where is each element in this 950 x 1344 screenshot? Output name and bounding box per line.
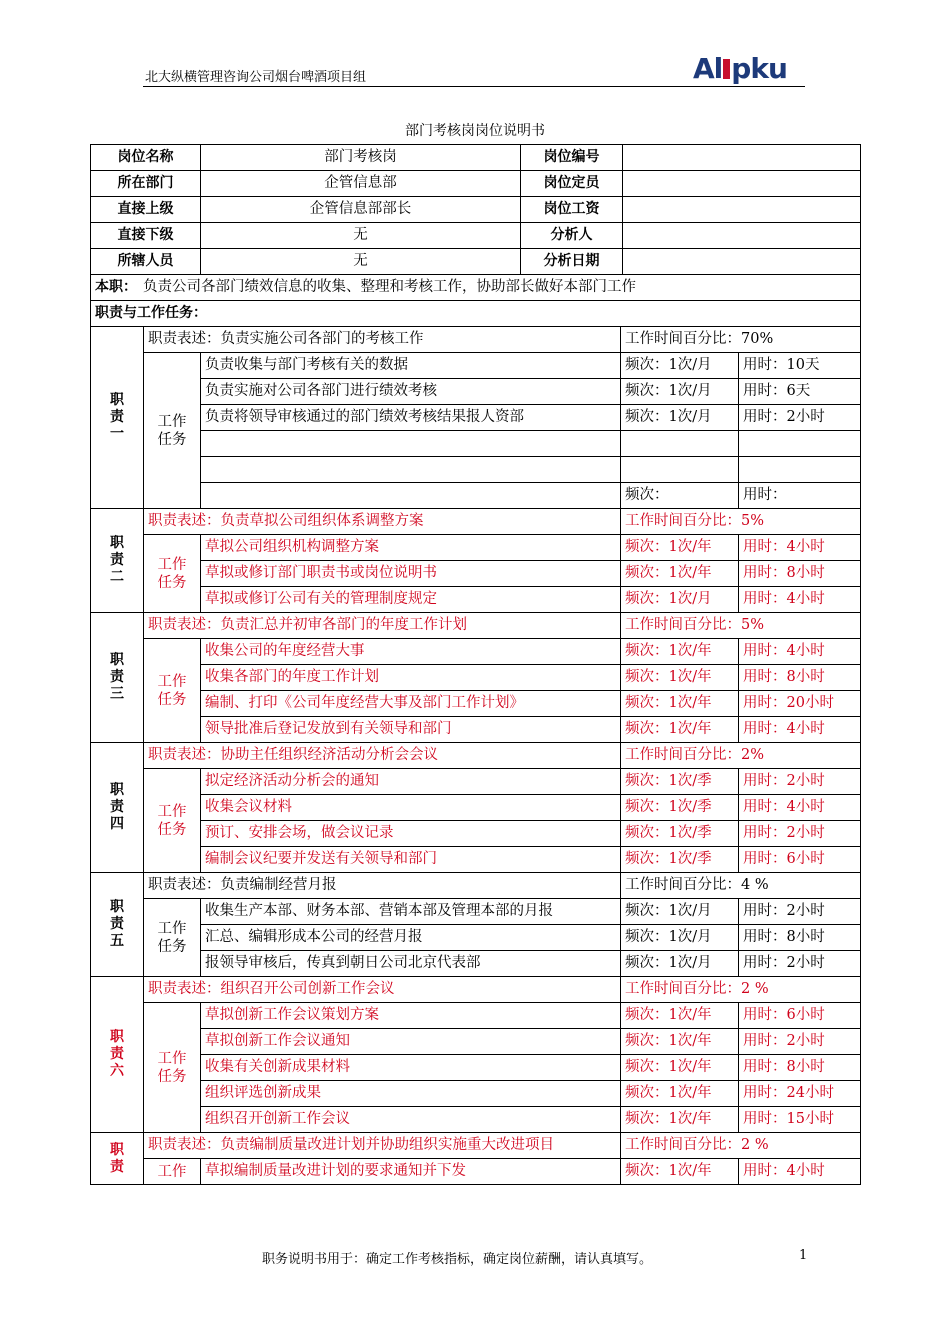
logo-text-left: Al <box>693 52 723 85</box>
task-row <box>91 925 861 951</box>
task-frequency: 频次：1次/月 <box>621 353 739 379</box>
task-text: 报领导审核后，传真到朝日公司北京代表部 <box>201 951 621 977</box>
duties-header: 职责与工作任务： <box>91 301 861 327</box>
duty-description: 职责表述：协助主任组织经济活动分析会会议 <box>144 743 621 769</box>
task-duration: 用时：20小时 <box>739 691 861 717</box>
duty-label-text: 职责五 <box>110 899 124 949</box>
info-label: 所在部门 <box>91 171 201 197</box>
task-row <box>91 353 861 379</box>
task-frequency: 频次：1次/季 <box>621 821 739 847</box>
duty-label-text: 职责三 <box>110 652 124 702</box>
task-frequency: 频次： <box>621 483 739 509</box>
task-row <box>91 535 861 561</box>
task-row <box>91 1081 861 1107</box>
task-row <box>91 1029 861 1055</box>
task-text: 收集各部门的年度工作计划 <box>201 665 621 691</box>
task-duration: 用时：8小时 <box>739 561 861 587</box>
task-duration: 用时：2小时 <box>739 821 861 847</box>
task-frequency <box>621 457 739 483</box>
info-label: 岗位定员 <box>521 171 623 197</box>
task-frequency: 频次：1次/季 <box>621 769 739 795</box>
task-text: 组织评选创新成果 <box>201 1081 621 1107</box>
task-frequency: 频次：1次/年 <box>621 1003 739 1029</box>
duty-label-text: 职责四 <box>110 782 124 832</box>
footer-note: 职务说明书用于：确定工作考核指标，确定岗位薪酬，请认真填写。 <box>262 1252 653 1267</box>
info-value: 企管信息部 <box>201 171 521 197</box>
duty-time-percent: 工作时间百分比：4 % <box>621 873 861 899</box>
benzhi-row <box>91 275 861 301</box>
header-divider <box>143 86 805 87</box>
task-frequency: 频次：1次/月 <box>621 379 739 405</box>
logo-bar-icon <box>723 59 730 79</box>
task-duration: 用时：8小时 <box>739 925 861 951</box>
task-frequency: 频次：1次/月 <box>621 951 739 977</box>
duty-description: 职责表述：负责实施公司各部门的考核工作 <box>144 327 621 353</box>
task-label-line: 任务 <box>157 574 187 591</box>
task-label-line: 工作 <box>157 556 187 573</box>
task-label-line: 工作 <box>157 920 187 937</box>
task-label-line: 工作 <box>157 1163 187 1180</box>
duty-label <box>91 743 144 873</box>
task-text: 汇总、编辑形成本公司的经营月报 <box>201 925 621 951</box>
task-frequency: 频次：1次/年 <box>621 1107 739 1133</box>
duty-desc-row <box>91 509 861 535</box>
task-row <box>91 1159 861 1185</box>
task-label <box>144 1159 201 1185</box>
info-value: 无 <box>201 249 521 275</box>
task-row <box>91 691 861 717</box>
task-text: 领导批准后登记发放到有关领导和部门 <box>201 717 621 743</box>
task-frequency: 频次：1次/月 <box>621 925 739 951</box>
task-row <box>91 405 861 431</box>
task-row <box>91 717 861 743</box>
duty-label-text: 职责一 <box>110 392 124 442</box>
task-label-line: 任务 <box>157 691 187 708</box>
task-row <box>91 1003 861 1029</box>
task-row <box>91 431 861 457</box>
info-label: 岗位编号 <box>521 145 623 171</box>
info-value <box>623 197 861 223</box>
task-frequency: 频次：1次/季 <box>621 795 739 821</box>
task-label-line: 任务 <box>157 821 187 838</box>
task-row <box>91 379 861 405</box>
task-duration: 用时：2小时 <box>739 1029 861 1055</box>
duty-description: 职责表述：组织召开公司创新工作会议 <box>144 977 621 1003</box>
task-frequency: 频次：1次/年 <box>621 1029 739 1055</box>
task-frequency: 频次：1次/年 <box>621 717 739 743</box>
task-duration: 用时：4小时 <box>739 639 861 665</box>
task-row <box>91 587 861 613</box>
task-frequency: 频次：1次/年 <box>621 1081 739 1107</box>
task-duration: 用时：4小时 <box>739 795 861 821</box>
task-duration: 用时：8小时 <box>739 665 861 691</box>
info-label: 岗位工资 <box>521 197 623 223</box>
task-label-line: 工作 <box>157 413 187 430</box>
task-text: 草拟或修订部门职责书或岗位说明书 <box>201 561 621 587</box>
task-frequency: 频次：1次/月 <box>621 405 739 431</box>
duty-desc-row <box>91 873 861 899</box>
task-text: 收集有关创新成果材料 <box>201 1055 621 1081</box>
task-duration: 用时：6天 <box>739 379 861 405</box>
task-label <box>144 639 201 743</box>
task-label-line: 任务 <box>157 1068 187 1085</box>
task-duration: 用时：4小时 <box>739 1159 861 1185</box>
info-value <box>623 223 861 249</box>
task-frequency: 频次：1次/年 <box>621 561 739 587</box>
info-table <box>90 144 861 275</box>
duty-time-percent: 工作时间百分比：2 % <box>621 977 861 1003</box>
duty-desc-row <box>91 977 861 1003</box>
task-label-line: 工作 <box>157 1050 187 1067</box>
logo-text-right: pku <box>731 52 787 85</box>
info-label: 所辖人员 <box>91 249 201 275</box>
task-frequency: 频次：1次/年 <box>621 1055 739 1081</box>
info-row <box>91 197 861 223</box>
task-text: 编制、打印《公司年度经营大事及部门工作计划》 <box>201 691 621 717</box>
benzhi-label: 本职： <box>95 279 137 295</box>
task-duration: 用时：2小时 <box>739 951 861 977</box>
company-logo <box>693 54 787 84</box>
task-text: 收集会议材料 <box>201 795 621 821</box>
task-row <box>91 665 861 691</box>
info-value: 企管信息部部长 <box>201 197 521 223</box>
task-duration: 用时：8小时 <box>739 1055 861 1081</box>
info-row <box>91 145 861 171</box>
info-row <box>91 171 861 197</box>
info-label: 直接下级 <box>91 223 201 249</box>
task-row <box>91 821 861 847</box>
task-label-line: 任务 <box>157 431 187 448</box>
duty-desc-row <box>91 743 861 769</box>
task-duration: 用时：2小时 <box>739 899 861 925</box>
task-label-line: 工作 <box>157 803 187 820</box>
task-duration: 用时：6小时 <box>739 847 861 873</box>
task-row <box>91 1055 861 1081</box>
duty-time-percent: 工作时间百分比：5% <box>621 613 861 639</box>
task-duration <box>739 457 861 483</box>
info-value: 部门考核岗 <box>201 145 521 171</box>
task-text: 收集生产本部、财务本部、营销本部及管理本部的月报 <box>201 899 621 925</box>
duty-label <box>91 1133 144 1185</box>
task-frequency: 频次：1次/年 <box>621 691 739 717</box>
duty-description: 职责表述：负责编制经营月报 <box>144 873 621 899</box>
duty-description: 职责表述：负责汇总并初审各部门的年度工作计划 <box>144 613 621 639</box>
task-label <box>144 1003 201 1133</box>
info-label: 直接上级 <box>91 197 201 223</box>
info-row <box>91 223 861 249</box>
task-duration: 用时：10天 <box>739 353 861 379</box>
task-frequency: 频次：1次/年 <box>621 639 739 665</box>
task-duration <box>739 431 861 457</box>
task-frequency: 频次：1次/年 <box>621 535 739 561</box>
duty-time-percent: 工作时间百分比：2 % <box>621 1133 861 1159</box>
task-row <box>91 795 861 821</box>
task-frequency: 频次：1次/月 <box>621 587 739 613</box>
duty-label <box>91 509 144 613</box>
task-duration: 用时：2小时 <box>739 405 861 431</box>
duty-label-text: 职责二 <box>110 535 124 585</box>
job-description-sheet <box>90 144 860 1185</box>
task-duration: 用时：4小时 <box>739 587 861 613</box>
task-text: 负责收集与部门考核有关的数据 <box>201 353 621 379</box>
duty-time-percent: 工作时间百分比：5% <box>621 509 861 535</box>
task-text: 编制会议纪要并发送有关领导和部门 <box>201 847 621 873</box>
task-duration: 用时：6小时 <box>739 1003 861 1029</box>
task-label-line: 工作 <box>157 673 187 690</box>
task-duration: 用时：4小时 <box>739 717 861 743</box>
duty-desc-row <box>91 327 861 353</box>
task-text: 草拟编制质量改进计划的要求通知并下发 <box>201 1159 621 1185</box>
duty-label <box>91 613 144 743</box>
task-label-line: 任务 <box>157 938 187 955</box>
header-org-name: 北大纵横管理咨询公司烟台啤酒项目组 <box>145 70 367 85</box>
duty-description: 职责表述：负责草拟公司组织体系调整方案 <box>144 509 621 535</box>
info-value <box>623 249 861 275</box>
task-text <box>201 457 621 483</box>
task-row <box>91 561 861 587</box>
page-number: 1 <box>799 1248 808 1263</box>
duty-description: 职责表述：负责编制质量改进计划并协助组织实施重大改进项目 <box>144 1133 621 1159</box>
task-frequency: 频次：1次/季 <box>621 847 739 873</box>
task-text: 收集公司的年度经营大事 <box>201 639 621 665</box>
task-row <box>91 951 861 977</box>
task-row <box>91 483 861 509</box>
task-label <box>144 535 201 613</box>
task-duration: 用时： <box>739 483 861 509</box>
task-text: 预订、安排会场，做会议记录 <box>201 821 621 847</box>
duties-table <box>90 274 861 1185</box>
duty-label <box>91 873 144 977</box>
task-label <box>144 899 201 977</box>
task-duration: 用时：4小时 <box>739 535 861 561</box>
task-frequency: 频次：1次/月 <box>621 899 739 925</box>
task-text <box>201 483 621 509</box>
duties-header-row <box>91 301 861 327</box>
task-frequency: 频次：1次/年 <box>621 665 739 691</box>
duty-desc-row <box>91 613 861 639</box>
info-value: 无 <box>201 223 521 249</box>
info-label: 分析日期 <box>521 249 623 275</box>
task-frequency <box>621 431 739 457</box>
task-duration: 用时：2小时 <box>739 769 861 795</box>
task-text: 拟定经济活动分析会的通知 <box>201 769 621 795</box>
task-row <box>91 1107 861 1133</box>
task-text: 草拟公司组织机构调整方案 <box>201 535 621 561</box>
task-text: 草拟创新工作会议通知 <box>201 1029 621 1055</box>
task-text: 草拟或修订公司有关的管理制度规定 <box>201 587 621 613</box>
task-row <box>91 639 861 665</box>
duty-label <box>91 977 144 1133</box>
task-text: 草拟创新工作会议策划方案 <box>201 1003 621 1029</box>
task-text: 组织召开创新工作会议 <box>201 1107 621 1133</box>
duty-time-percent: 工作时间百分比：70% <box>621 327 861 353</box>
duty-desc-row <box>91 1133 861 1159</box>
task-text: 负责将领导审核通过的部门绩效考核结果报人资部 <box>201 405 621 431</box>
duty-time-percent: 工作时间百分比：2% <box>621 743 861 769</box>
duty-label-text: 职责六 <box>110 1029 124 1079</box>
task-duration: 用时：15小时 <box>739 1107 861 1133</box>
task-text: 负责实施对公司各部门进行绩效考核 <box>201 379 621 405</box>
info-value <box>623 171 861 197</box>
task-frequency: 频次：1次/年 <box>621 1159 739 1185</box>
info-label: 岗位名称 <box>91 145 201 171</box>
info-value <box>623 145 861 171</box>
task-row <box>91 847 861 873</box>
task-text <box>201 431 621 457</box>
info-label: 分析人 <box>521 223 623 249</box>
task-duration: 用时：24小时 <box>739 1081 861 1107</box>
benzhi-text: 负责公司各部门绩效信息的收集、整理和考核工作，协助部长做好本部门工作 <box>143 279 636 295</box>
task-row <box>91 457 861 483</box>
task-label <box>144 769 201 873</box>
document-title: 部门考核岗岗位说明书 <box>405 123 545 139</box>
task-row <box>91 899 861 925</box>
info-row <box>91 249 861 275</box>
duty-label-text: 职责 <box>110 1141 124 1175</box>
task-label <box>144 353 201 509</box>
task-row <box>91 769 861 795</box>
benzhi-cell <box>91 275 861 301</box>
duty-label <box>91 327 144 509</box>
